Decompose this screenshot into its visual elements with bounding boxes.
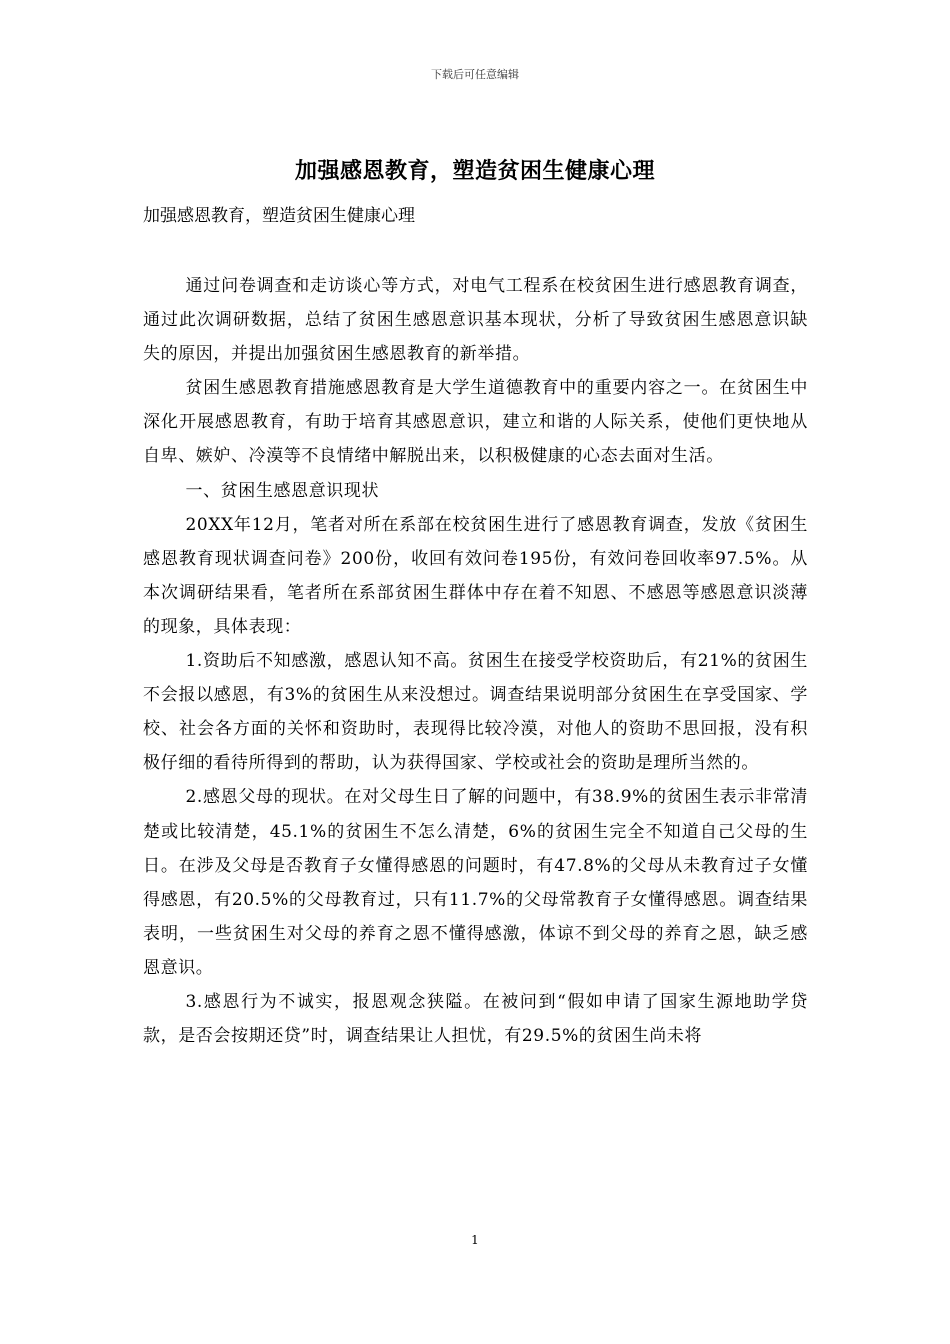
document-subtitle: 加强感恩教育，塑造贫困生健康心理	[143, 206, 415, 226]
document-title: 加强感恩教育，塑造贫困生健康心理	[294, 158, 655, 184]
paragraph-intro: 贫困生感恩教育措施感恩教育是大学生道德教育中的重要内容之一。在贫困生中深化开展感恩教育，有助于培育其感恩意识，建立和谐的人际关系，使他们更快地从自卑、嫉妒、冷漠等不良情绪中解脱出来，以积极健康的心态去面对生活。	[143, 378, 808, 467]
section-heading-1: 一、贫困生感恩意识现状	[185, 480, 380, 501]
paragraph-survey: 20XX年12月，笔者对所在系部在校贫困生进行了感恩教育调查，发放《贫困生感恩教育现状调查问卷》200份，收回有效问卷195份，有效问卷回收率97.5%。从本次调研结果看，笔者所在系部贫困生群体中存在着不知恩、不感恩等感恩意识淡薄的现象，具体表现：	[143, 514, 808, 637]
paragraph-abstract: 通过问卷调查和走访谈心等方式，对电气工程系在校贫困生进行感恩教育调查，通过此次调研数据，总结了贫困生感恩意识基本现状，分析了导致贫困生感恩意识缺失的原因，并提出加强贫困生感恩教育的新举措。	[143, 276, 808, 365]
paragraph-point-1: 1.资助后不知感激，感恩认知不高。贫困生在接受学校资助后，有21%的贫困生不会报以感恩，有3%的贫困生从来没想过。调查结果说明部分贫困生在享受国家、学校、社会各方面的关怀和资助时，表现得比较冷漠，对他人的资助不思回报，没有积极仔细的看待所得到的帮助，认为获得国家、学校或社会的资助是理所当然的。	[143, 651, 808, 774]
header-note: 下载后可任意编辑	[431, 68, 519, 81]
page-number: 1	[471, 1233, 479, 1247]
paragraph-point-3: 3.感恩行为不诚实，报恩观念狭隘。在被问到“假如申请了国家生源地助学贷款，是否会按期还贷”时，调查结果让人担忧，有29.5%的贫困生尚未将	[143, 991, 808, 1047]
document-body	[143, 269, 808, 1053]
paragraph-point-2: 2.感恩父母的现状。在对父母生日了解的问题中，有38.9%的贫困生表示非常清楚或比较清楚，45.1%的贫困生不怎么清楚，6%的贫困生完全不知道自己父母的生日。在涉及父母是否教育子女懂得感恩的问题时，有47.8%的父母从未教育过子女懂得感恩，有20.5%的父母教育过，只有11.7%的父母常教育子女懂得感恩。调查结果表明，一些贫困生对父母的养育之恩不懂得感激，体谅不到父母的养育之恩，缺乏感恩意识。	[143, 787, 808, 978]
